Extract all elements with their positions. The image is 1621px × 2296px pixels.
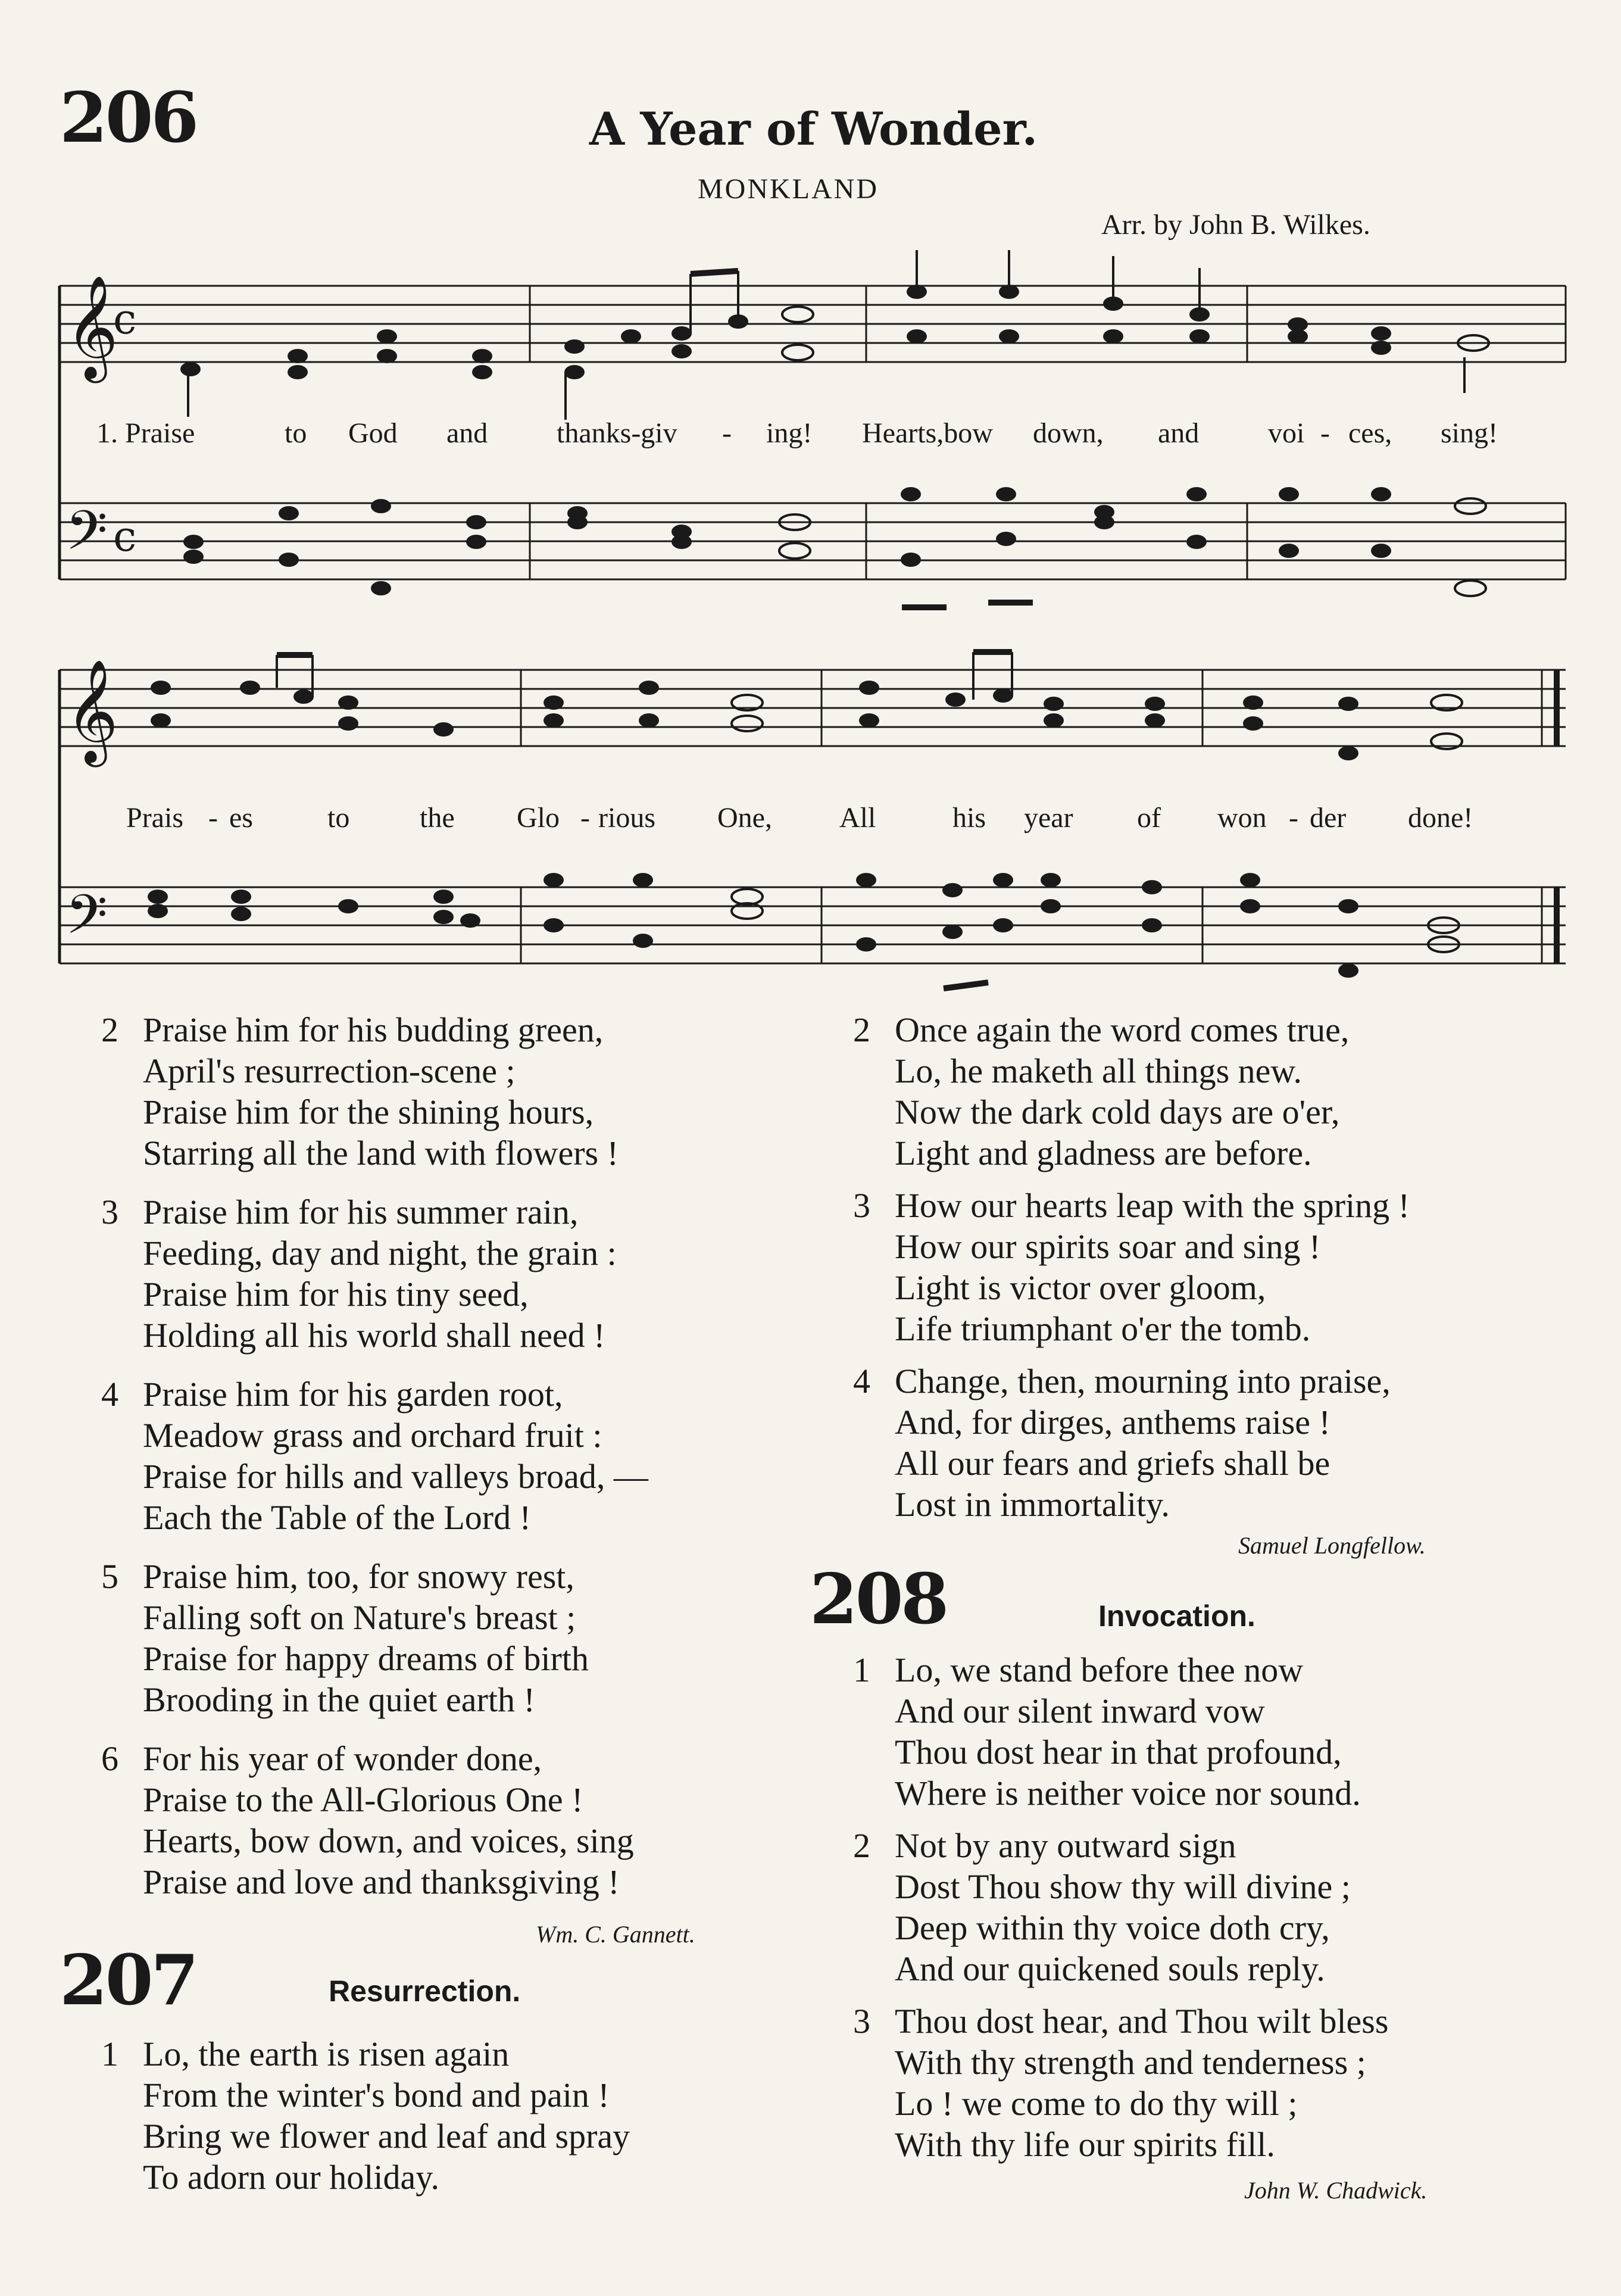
bass-clef-icon: 𝄢 (65, 883, 108, 959)
verse-line: Praise him for his garden root, (143, 1375, 563, 1414)
verse-line: Praise and love and thanksgiving ! (143, 1863, 620, 1901)
verse-line: Lost in immortality. (895, 1485, 1170, 1524)
verse-line: With thy strength and tenderness ; (895, 2043, 1366, 2082)
verse-number: 3 (853, 2002, 870, 2041)
lyric: der (1310, 802, 1347, 834)
verse-line: How our spirits soar and sing ! (895, 1227, 1321, 1266)
verse-line: Where is neither voice nor sound. (895, 1774, 1361, 1813)
verse-line: Now the dark cold days are o'er, (895, 1093, 1340, 1131)
hymn-title: A Year of Wonder. (589, 102, 1038, 155)
verse-206-4 (101, 1374, 648, 1538)
verse-line: Lo, the earth is risen again (143, 2035, 510, 2073)
lyric: voi (1268, 417, 1305, 449)
notes-treble-1 (180, 285, 1391, 379)
lyric: ces, (1348, 417, 1392, 449)
verse-line: With thy life our spirits fill. (895, 2125, 1275, 2164)
verse-line: Falling soft on Nature's breast ; (143, 1598, 576, 1637)
verse-line: April's resurrection-scene ; (143, 1052, 516, 1090)
verse-line: Each the Table of the Lord ! (143, 1498, 531, 1537)
verse-line: Life triumphant o'er the tomb. (895, 1309, 1311, 1348)
hymn-number-208: 208 (810, 1559, 947, 1640)
verse-line: And, for dirges, anthems raise ! (895, 1403, 1330, 1442)
lyric: ing! (766, 417, 813, 449)
hymn-title: Invocation. (1098, 1599, 1255, 1633)
verse-208-2 (853, 1825, 1351, 1989)
verse-207-2 (853, 1009, 1349, 1174)
verse-line: Feeding, day and night, the grain : (143, 1234, 617, 1272)
verse-line: Praise to the All-Glorious One ! (143, 1780, 583, 1819)
verse-line: And our silent inward vow (895, 1692, 1265, 1730)
lyric: - (1320, 417, 1330, 449)
verse-number: 5 (101, 1557, 118, 1596)
verse-208-3 (853, 2001, 1388, 2165)
verse-line: Praise him for the shining hours, (143, 1093, 594, 1131)
lyric: year (1024, 802, 1073, 834)
lyric: One, (717, 802, 772, 834)
verse-number: 3 (853, 1186, 870, 1225)
arranger-credit: Arr. by John B. Wilkes. (1101, 209, 1370, 241)
lyric: - (722, 417, 732, 449)
verse-line: Thou dost hear, and Thou wilt bless (895, 2002, 1389, 2041)
tune-name: MONKLAND (698, 173, 879, 205)
hymn-number-206: 206 (60, 77, 197, 158)
lyric: Glo (517, 802, 560, 834)
verse-line: Praise for hills and valleys broad, — (143, 1457, 648, 1496)
verse-line: Praise him for his summer rain, (143, 1193, 579, 1231)
verse-line: From the winter's bond and pain ! (143, 2076, 610, 2114)
lyric: the (420, 802, 455, 834)
lyric: es (229, 802, 253, 834)
music-score (0, 0, 1621, 1000)
verse-number: 3 (101, 1193, 118, 1231)
lyric: down, (1033, 417, 1104, 449)
verse-line: Holding all his world shall need ! (143, 1316, 605, 1355)
verse-number: 4 (101, 1375, 118, 1414)
lyric: his (952, 802, 986, 834)
lyric: Prais (126, 802, 183, 834)
lyric: to (285, 417, 307, 449)
hymn-title: Resurrection. (329, 1974, 521, 2008)
verse-207-1 (101, 2033, 630, 2198)
verse-line: Change, then, mourning into praise, (895, 1362, 1391, 1400)
verse-207-3 (853, 1185, 1410, 1349)
verse-line: And our quickened souls reply. (895, 1949, 1325, 1988)
treble-staff-2 (60, 670, 1566, 746)
verse-number: 4 (853, 1362, 870, 1400)
lyric: done! (1408, 802, 1473, 834)
bass-clef-icon: 𝄢 (65, 499, 108, 575)
verse-line: Light and gladness are before. (895, 1134, 1312, 1172)
verse-line: Praise him, too, for snowy rest, (143, 1557, 574, 1596)
verse-208-1 (853, 1649, 1361, 1814)
verse-number: 1 (853, 1651, 870, 1689)
lyric: rious (598, 802, 655, 834)
lyric: and (446, 417, 488, 449)
author-attribution: Wm. C. Gannett. (536, 1921, 695, 1948)
bass-staff-2 (60, 887, 1566, 963)
lyrics-line-2 (0, 801, 1621, 837)
svg-text:c: c (113, 295, 137, 344)
verse-line: All our fears and griefs shall be (895, 1444, 1330, 1483)
verse-line: Lo ! we come to do thy will ; (895, 2084, 1298, 2123)
verse-line: Lo, we stand before thee now (895, 1651, 1304, 1689)
lyric: to (327, 802, 350, 834)
hymn-number-207: 207 (60, 1940, 197, 2021)
treble-clef-icon: 𝄞 (65, 659, 118, 763)
lyric: of (1137, 802, 1161, 834)
lyric: All (839, 802, 876, 834)
verse-line: Hearts, bow down, and voices, sing (143, 1821, 634, 1860)
lyric: and (1158, 417, 1200, 449)
verse-206-2 (101, 1009, 619, 1174)
verse-line: Not by any outward sign (895, 1826, 1236, 1865)
verse-206-3 (101, 1191, 617, 1356)
treble-clef-icon: 𝄞 (65, 275, 118, 379)
verse-number: 2 (101, 1010, 118, 1049)
verse-line: Brooding in the quiet earth ! (143, 1680, 535, 1719)
verse-line: How our hearts leap with the spring ! (895, 1186, 1410, 1225)
verse-line: Thou dost hear in that profound, (895, 1733, 1342, 1771)
verse-line: Dost Thou show thy will divine ; (895, 1867, 1351, 1906)
verse-line: Praise him for his tiny seed, (143, 1275, 529, 1314)
lyrics-line-1 (0, 417, 1621, 453)
lyric: God (348, 417, 398, 449)
lyric: - (208, 802, 218, 834)
verse-number: 2 (853, 1010, 870, 1049)
lyric: - (580, 802, 590, 834)
notes-treble-2 (151, 681, 1358, 760)
author-attribution: Samuel Longfellow. (1238, 1532, 1426, 1559)
verse-line: Starring all the land with flowers ! (143, 1134, 619, 1172)
svg-text:c: c (113, 512, 137, 561)
author-attribution: John W. Chadwick. (1244, 2177, 1428, 2204)
lyric: thanks-giv (557, 417, 677, 449)
verse-line: Deep within thy voice doth cry, (895, 1908, 1330, 1947)
verse-207-4 (853, 1361, 1391, 1525)
lyric: 1. Praise (96, 417, 195, 449)
verse-206-6 (101, 1738, 634, 1902)
verse-line: Light is victor over gloom, (895, 1268, 1266, 1307)
lyric: - (1289, 802, 1298, 834)
verse-line: Meadow grass and orchard fruit : (143, 1416, 602, 1455)
verse-line: Praise him for his budding green, (143, 1010, 604, 1049)
verse-line: Praise for happy dreams of birth (143, 1639, 589, 1678)
verse-line: To adorn our holiday. (143, 2158, 439, 2197)
verse-206-5 (101, 1556, 589, 1720)
lyric: sing! (1441, 417, 1498, 449)
verse-number: 2 (853, 1826, 870, 1865)
lyric: Hearts,bow (862, 417, 993, 449)
verse-number: 1 (101, 2035, 118, 2073)
verse-line: Lo, he maketh all things new. (895, 1052, 1303, 1090)
verse-line: Bring we flower and leaf and spray (143, 2117, 630, 2155)
verse-number: 6 (101, 1739, 118, 1778)
verse-line: Once again the word comes true, (895, 1010, 1350, 1049)
lyric: won (1217, 802, 1267, 834)
verse-line: For his year of wonder done, (143, 1739, 542, 1778)
